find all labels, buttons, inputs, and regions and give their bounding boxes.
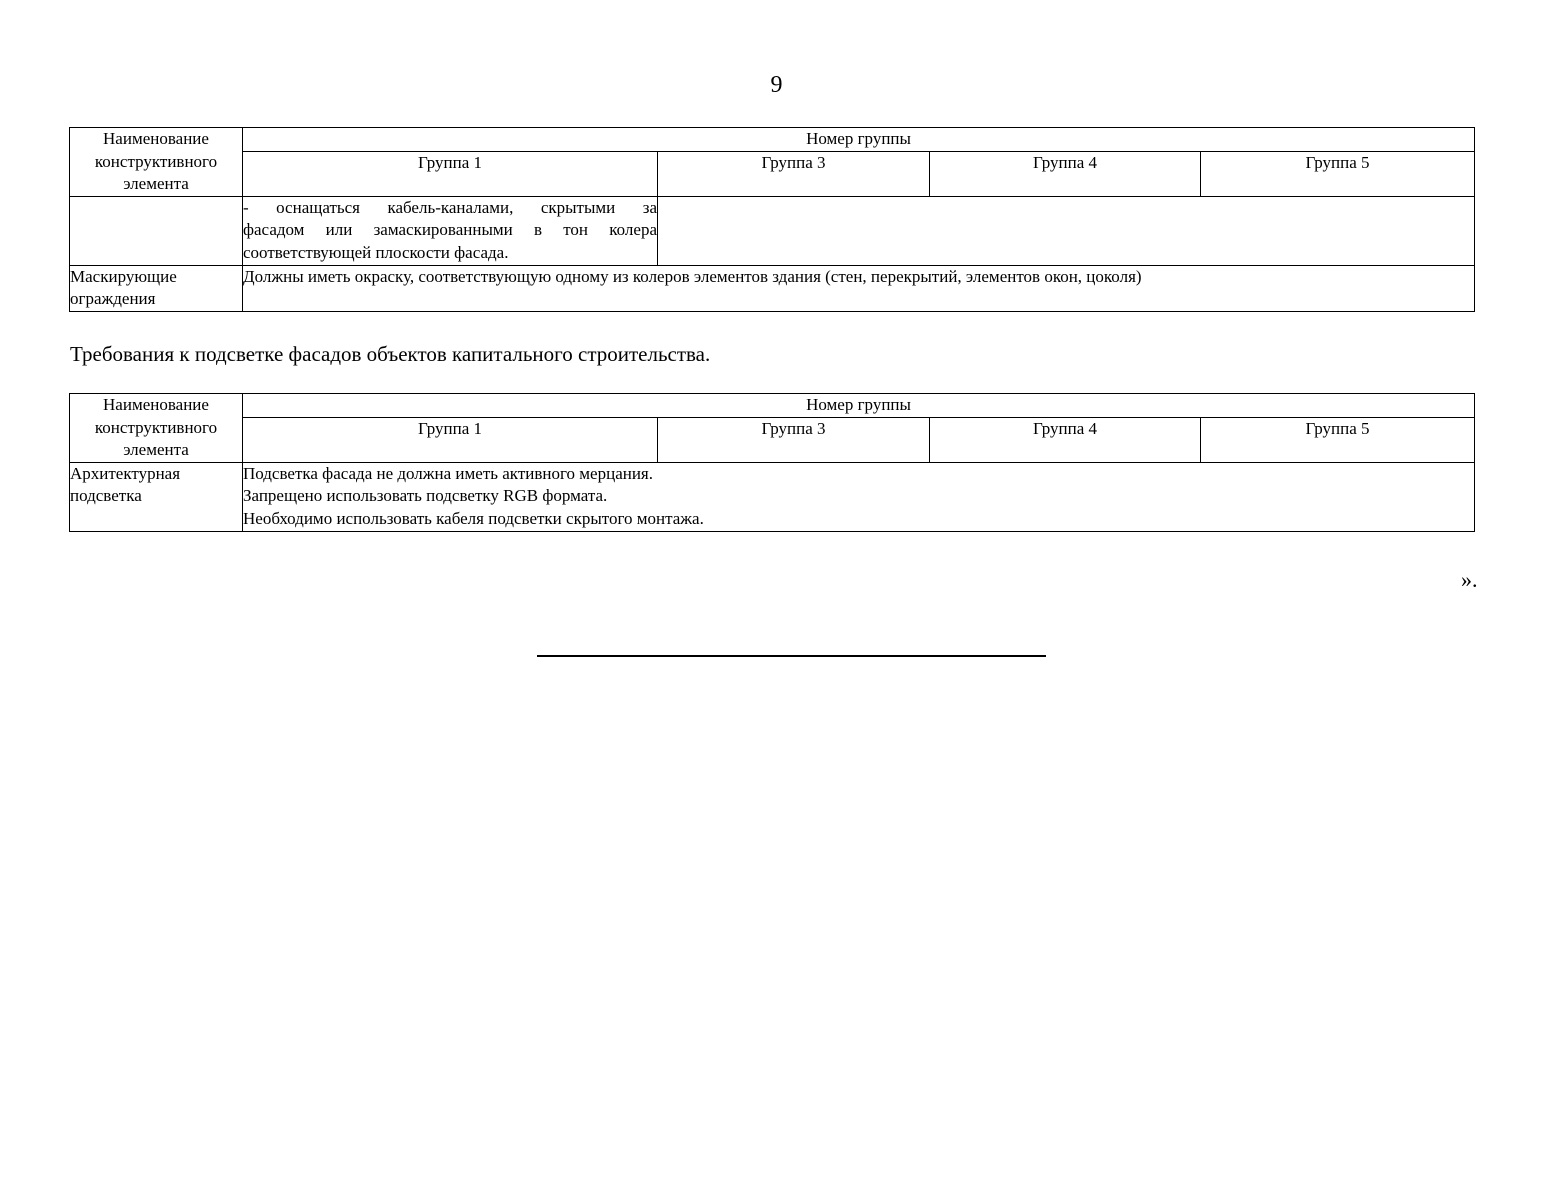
cable-channel-requirement-cell: - оснащаться кабель-каналами, скрытыми за фасадом или замаскированными в тон колера соответствующей плоскости фасада. <box>243 196 658 265</box>
closing-quote: ». <box>1461 567 1478 592</box>
table-row-other-groups-cell <box>658 196 1475 265</box>
column-header-group-4: Группа 4 <box>930 151 1201 196</box>
column-header-group-5: Группа 5 <box>1201 417 1475 462</box>
column-header-group-5: Группа 5 <box>1201 151 1475 196</box>
column-header-element-name: Наименование конструктивного элемента <box>70 394 243 463</box>
end-of-document-rule <box>537 655 1046 657</box>
column-header-group-number: Номер группы <box>243 394 1475 418</box>
column-header-group-number: Номер группы <box>243 128 1475 152</box>
table-row-empty-name-cell <box>70 196 243 265</box>
masking-fences-requirement: Должны иметь окраску, соответствующую одному из колеров элементов здания (стен, перекрытий, элементов окон, цоколя) <box>243 265 1475 311</box>
column-header-group-1: Группа 1 <box>243 151 658 196</box>
architectural-lighting-requirements <box>243 462 1475 531</box>
row-label-masking-fences: Маскирующие ограждения <box>70 265 243 311</box>
row-label-architectural-lighting: Архитектурная подсветка <box>70 462 243 531</box>
section-heading: Требования к подсветке фасадов объектов капитального строительства. <box>70 342 711 366</box>
lighting-requirement-line: Необходимо использовать кабеля подсветки скрытого монтажа. <box>243 508 704 528</box>
lighting-requirement-line: Подсветка фасада не должна иметь активного мерцания. <box>243 463 654 483</box>
facade-requirements-table <box>69 127 1475 312</box>
column-header-group-1: Группа 1 <box>243 417 658 462</box>
lighting-requirement-line: Запрещено использовать подсветку RGB формата. <box>243 486 608 505</box>
column-header-element-name: Наименование конструктивного элемента <box>70 128 243 197</box>
page-number: 9 <box>770 72 783 98</box>
column-header-group-3: Группа 3 <box>658 417 930 462</box>
column-header-group-4: Группа 4 <box>930 417 1201 462</box>
column-header-group-3: Группа 3 <box>658 151 930 196</box>
facade-lighting-table <box>69 393 1475 532</box>
